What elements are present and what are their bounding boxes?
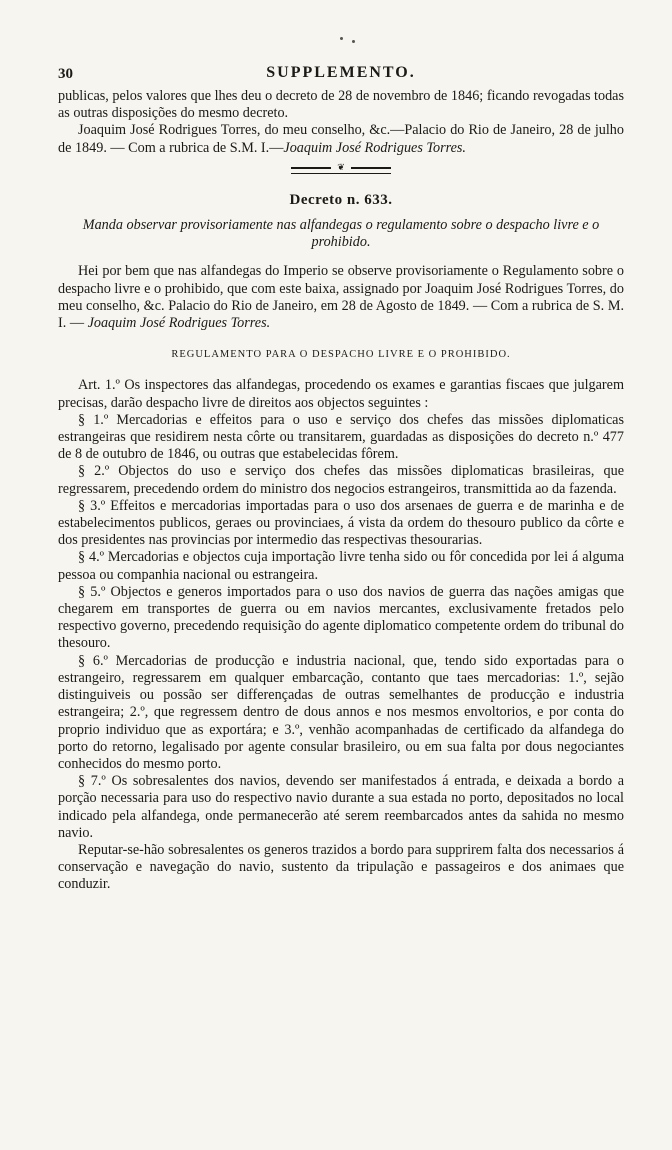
regulation-paragraph: § 7.º Os sobresalentes dos navios, devendo ser manifestados á entrada, e deixada a bordo a porção necessaria para uso do respectivo navio durante a sua estada no porto, depositados no local indicado pela alfandega, onde permanecerão até serem reembarcados antes da sahida no mesmo navio.: [58, 773, 624, 841]
regulation-paragraph: § 4.º Mercadorias e objectos cuja importação livre tenha sido ou fôr concedida por lei á alguma pessoa ou companhia nacional ou estrangeira.: [58, 549, 624, 583]
regulation-paragraph: Reputar-se-hão sobresalentes os generos trazidos a bordo para supprirem falta dos necessarios á conservação e navegação do navio, sustento da tripulação e passageiros e dos animaes que conduzir.: [58, 841, 624, 893]
document-page: [58, 64, 624, 894]
ornamental-divider: [291, 161, 391, 174]
decree-body: [58, 263, 624, 332]
decree-title: Decreto n. 633.: [289, 191, 393, 208]
continuation-signature: [58, 122, 624, 156]
decree-body-text: Hei por bem que nas alfandegas do Imperio se observe provisoriamente o Regulamento sobre o despacho livre e o prohibido, que com este baixa, assignado por Joaquim José Rodrigues Torres, do meu conselho, &c. Palacio do Rio de Janeiro, em 28 de Agosto de 1849. — Com a rubrica de S. M. I. —: [58, 263, 624, 332]
regulation-paragraph: § 5.º Objectos e generos importados para o uso dos navios de guerra das nações amigas que chegarem em transportes de guerra ou em navios mercantes, exclusivamente fretados pelo respectivo governo, precedendo requisição do agente diplomatico competente ordem do tribunal do thesouro.: [58, 583, 624, 652]
page-number: 30: [58, 66, 73, 82]
ink-speck: [352, 40, 355, 43]
regulation-paragraph: § 6.º Mercadorias de producção e industria nacional, que, tendo sido exportadas para o estrangeiro, regressarem em qualquer embarcação, contanto que taes mercadorias: 1.º, sejão distinguiveis ou possão ser differençadas de outras semelhantes de producção e industria estrangeira; 2.º, que regressem dentro de dous annos e nos mesmos envoltorios, e por conta do proprio individuo que as exportára; e 3.º, venhão acompanhadas de certificado da alfandega do porto do retorno, legalisado por agente consular brasileiro, ou em sua falta por dous negociantes conhecidos do mesmo porto.: [58, 652, 624, 772]
regulation-paragraph: § 3.º Effeitos e mercadorias importadas para o uso dos arsenaes de guerra e de marinha e de estabelecimentos publicos, geraes ou provinciaes, á vista da ordem do thesouro publico da côrte e dos presidentes nas provincias por intermedio das respectivas thesourarias.: [58, 497, 624, 549]
divider-ornament-icon: ❦: [331, 163, 351, 171]
regulation-body: [58, 377, 624, 893]
decree-signature-name: Joaquim José Rodrigues Torres.: [87, 315, 271, 332]
decree-summary: Manda observar provisoriamente nas alfandegas o regulamento sobre o despacho livre e o prohibido.: [82, 217, 600, 251]
continuation-text: publicas, pelos valores que lhes deu o decreto de 28 de novembro de 1846; ficando revogadas todas as outras disposições do mesmo decreto.: [58, 88, 624, 122]
regulation-paragraph: Art. 1.º Os inspectores das alfandegas, procedendo os exames e garantias fiscaes que julgarem precisas, darão despacho livre de direitos aos objectos seguintes :: [58, 377, 624, 411]
page-header: [58, 64, 624, 86]
regulation-paragraph: § 2.º Objectos do uso e serviço dos chefes das missões diplomaticas brasileiras, que regressarem, precedendo ordem do ministro dos negocios estrangeiros, transmittida ao da fazenda.: [58, 463, 624, 497]
signature-name: Joaquim José Rodrigues Torres.: [283, 139, 466, 156]
ink-speck: [340, 37, 343, 40]
regulation-paragraph: § 1.º Mercadorias e effeitos para o uso e serviço dos chefes das missões diplomaticas estrangeiras que residirem nesta côrte ou transitarem, guardadas as disposições do decreto n.º 477 de 8 de outubro de 1846, ou outras que estabelecidas fôrem.: [58, 411, 624, 463]
signature-line: Joaquim José Rodrigues Torres, do meu conselho, &c.—Palacio do Rio de Janeiro, 28 de julho de 1849. — Com a rubrica de S.M. I.—: [58, 122, 624, 156]
running-head: SUPPLEMENTO.: [266, 64, 416, 81]
regulation-heading: REGULAMENTO PARA O DESPACHO LIVRE E O PROHIBIDO.: [171, 349, 511, 361]
